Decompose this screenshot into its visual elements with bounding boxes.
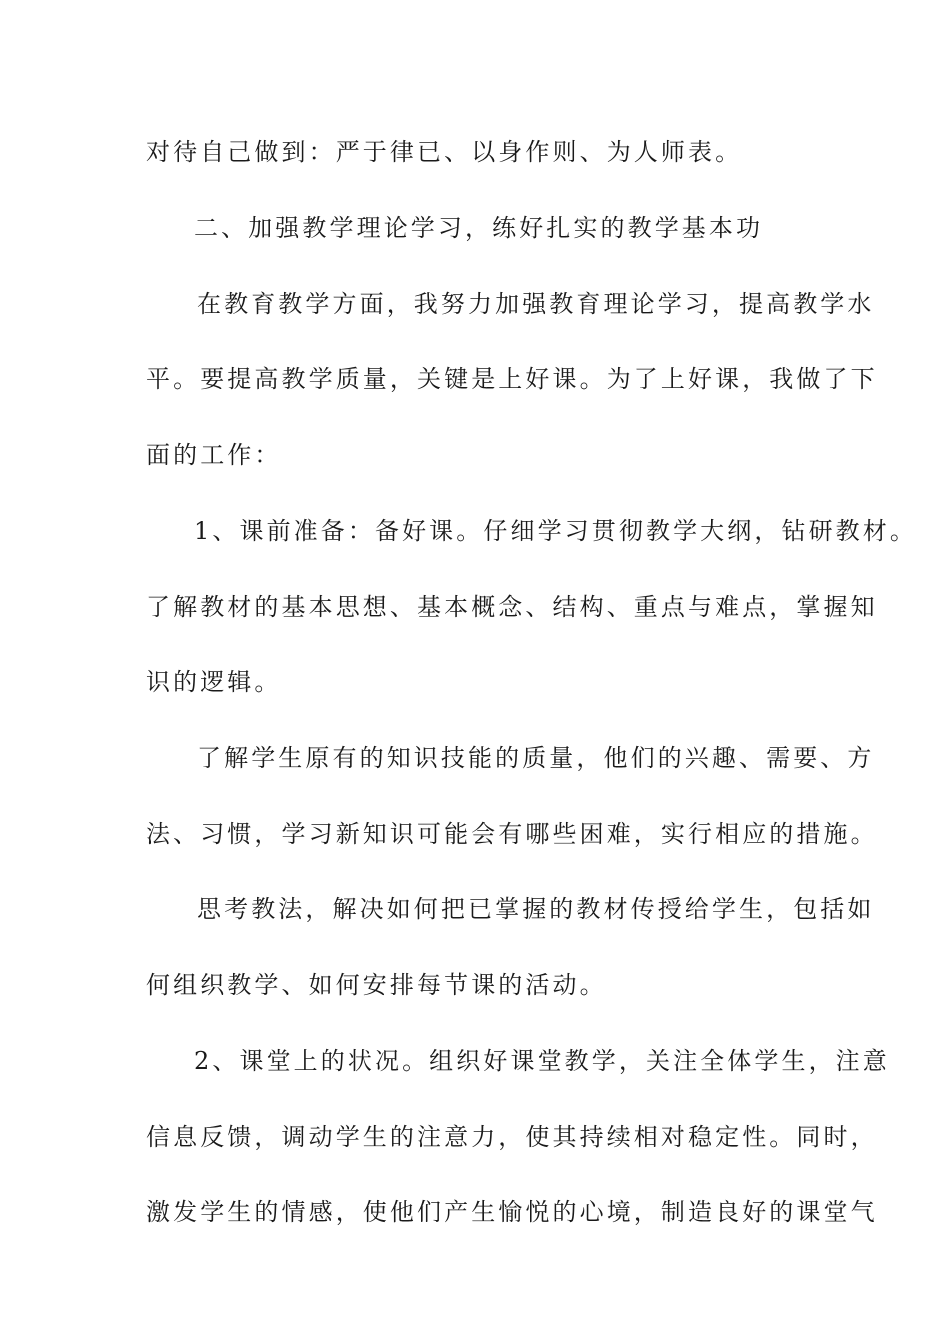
text-line: 对待自己做到：严于律已、以身作则、为人师表。	[146, 138, 743, 166]
text-line: 在教育教学方面，我努力加强教育理论学习，提高教学水	[197, 290, 875, 318]
text-line: 激发学生的情感，使他们产生愉悦的心境，制造良好的课堂气	[146, 1198, 878, 1226]
list-item-heading: 1、课前准备：备好课。仔细学习贯彻教学大纲，钻研教材。	[194, 517, 917, 545]
section-heading: 二、加强教学理论学习，练好扎实的教学基本功	[194, 214, 764, 242]
text-line: 法、习惯，学习新知识可能会有哪些困难，实行相应的措施。	[146, 820, 878, 848]
text-line: 识的逻辑。	[146, 668, 282, 696]
text-line: 思考教法，解决如何把已掌握的教材传授给学生，包括如	[197, 895, 875, 923]
text-line: 信息反馈，调动学生的注意力，使其持续相对稳定性。同时，	[146, 1123, 878, 1151]
text-line: 了解教材的基本思想、基本概念、结构、重点与难点，掌握知	[146, 593, 878, 621]
text-line: 面的工作：	[146, 441, 282, 469]
list-item-heading: 2、课堂上的状况。组织好课堂教学，关注全体学生，注意	[194, 1047, 890, 1075]
text-line: 何组织教学、如何安排每节课的活动。	[146, 971, 607, 999]
text-line: 平。要提高教学质量，关键是上好课。为了上好课，我做了下	[146, 365, 878, 393]
text-line: 了解学生原有的知识技能的质量，他们的兴趣、需要、方	[197, 744, 875, 772]
